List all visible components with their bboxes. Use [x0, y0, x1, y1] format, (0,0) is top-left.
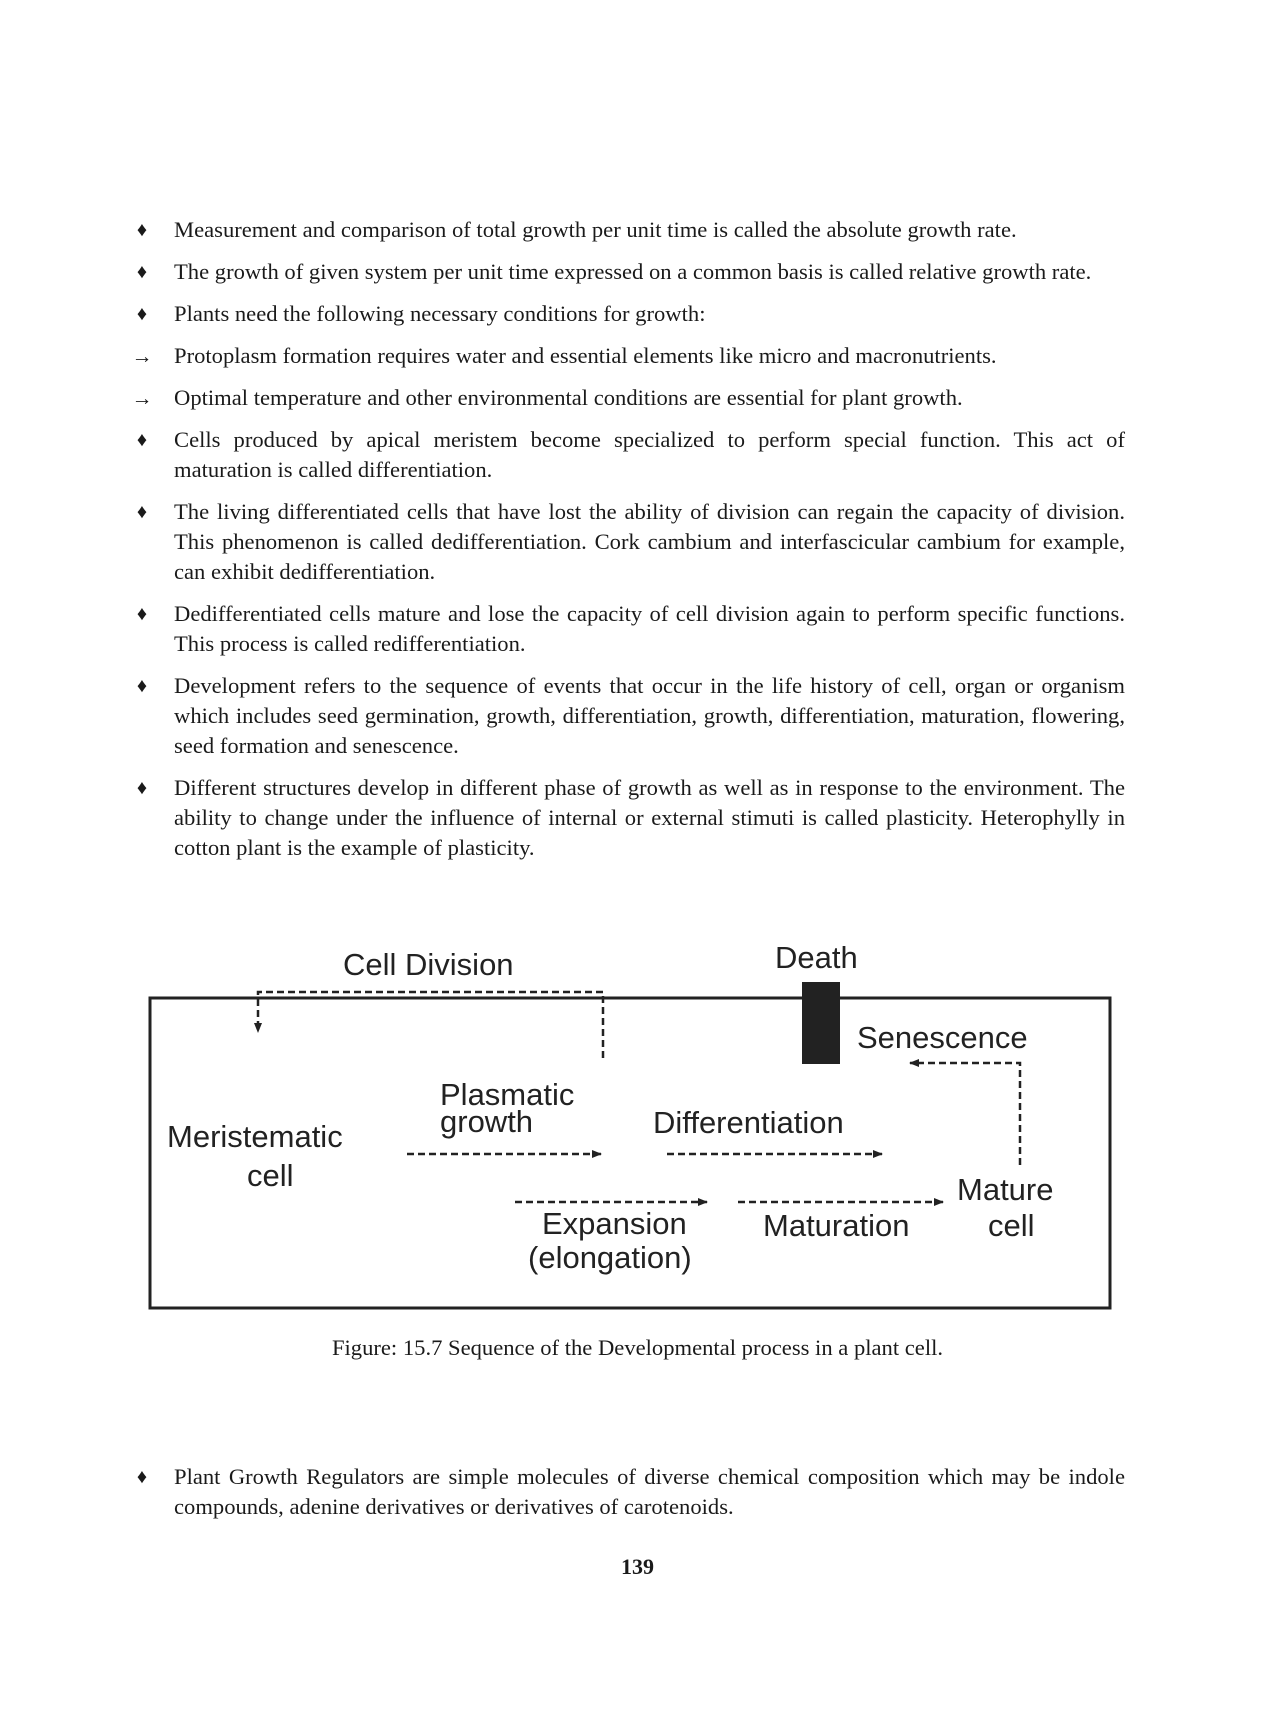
development-diagram [135, 930, 1115, 1315]
list-item-text: Development refers to the sequence of events that occur in the life history of cell, organ or organism which includes seed germination, growth, differentiation, growth, differentiation, maturation, flowering, seed formation and senescence. [174, 673, 1125, 758]
list-item-text: Optimal temperature and other environmental conditions are essential for plant growth. [174, 385, 963, 410]
growth-label: growth [440, 1104, 534, 1139]
senescence-label: Senescence [857, 1020, 1028, 1055]
bullet-list-2 [120, 1462, 1125, 1522]
list-item-text: Protoplasm formation requires water and essential elements like micro and macronutrients. [174, 343, 997, 368]
development-diagram-svg [135, 930, 1115, 1315]
list-item-text: Dedifferentiated cells mature and lose the capacity of cell division again to perform specific functions. This process is called redifferentiation. [174, 601, 1125, 656]
list-item [120, 671, 1125, 761]
diamond-bullet-icon: ♦ [136, 303, 148, 325]
list-item [120, 257, 1125, 287]
list-item [120, 599, 1125, 659]
diamond-bullet-icon: ♦ [136, 261, 148, 283]
bullet-list [120, 215, 1125, 863]
mature-cell-label: cell [988, 1208, 1035, 1243]
diamond-bullet-icon: ♦ [136, 501, 148, 523]
list-item [120, 425, 1125, 485]
diamond-bullet-icon: ♦ [136, 777, 148, 799]
arrow-bullet-icon: → [131, 386, 153, 410]
death-label: Death [775, 940, 858, 975]
list-item [120, 215, 1125, 245]
elongation-label: (elongation) [528, 1240, 692, 1275]
list-item [120, 497, 1125, 587]
differentiation-label: Differentiation [653, 1105, 844, 1140]
arrow-bullet-icon: → [131, 344, 153, 368]
cell-division-arrow [258, 992, 603, 1058]
meristematic-label: Meristematic [167, 1119, 343, 1154]
list-item-text: The growth of given system per unit time expressed on a common basis is called relative growth rate. [174, 259, 1092, 284]
list-item [120, 383, 1125, 413]
diamond-bullet-icon: ♦ [136, 603, 148, 625]
mature-label: Mature [957, 1172, 1054, 1207]
diamond-bullet-icon: ♦ [136, 1466, 148, 1488]
list-item-text: Cells produced by apical meristem become specialized to perform special function. This act of maturation is called differentiation. [174, 427, 1125, 482]
diamond-bullet-icon: ♦ [136, 219, 148, 241]
list-item-text: Different structures develop in different phase of growth as well as in response to the environment. The ability to change under the influence of internal or external stimuti is called plasticity. Heterophylly in cotton plant is the example of plasticity. [174, 775, 1125, 860]
plasmatic-label: Plasmatic [440, 1077, 575, 1112]
diamond-bullet-icon: ♦ [136, 429, 148, 451]
list-item [120, 1462, 1125, 1522]
list-item [120, 341, 1125, 371]
senescence-arrow [910, 1063, 1020, 1165]
list-item-text: Measurement and comparison of total growth per unit time is called the absolute growth rate. [174, 217, 1017, 242]
meristematic-cell-label: cell [247, 1158, 294, 1193]
expansion-label: Expansion [542, 1206, 687, 1241]
cell-division-label: Cell Division [343, 947, 514, 982]
list-item [120, 299, 1125, 329]
page-number: 139 [621, 1554, 654, 1579]
death-bar [802, 982, 840, 1064]
maturation-label: Maturation [763, 1208, 910, 1243]
list-item-text: The living differentiated cells that have lost the ability of division can regain the capacity of division. This phenomenon is called dedifferentiation. Cork cambium and interfascicular cambium for example, can exhibit dedifferentiation. [174, 499, 1125, 584]
diamond-bullet-icon: ♦ [136, 675, 148, 697]
figure-caption: Figure: 15.7 Sequence of the Developmental process in a plant cell. [331, 1335, 944, 1360]
list-item-text: Plant Growth Regulators are simple molecules of diverse chemical composition which may be indole compounds, adenine derivatives or derivatives of carotenoids. [174, 1464, 1125, 1519]
list-item-text: Plants need the following necessary conditions for growth: [174, 301, 706, 326]
list-item [120, 773, 1125, 863]
